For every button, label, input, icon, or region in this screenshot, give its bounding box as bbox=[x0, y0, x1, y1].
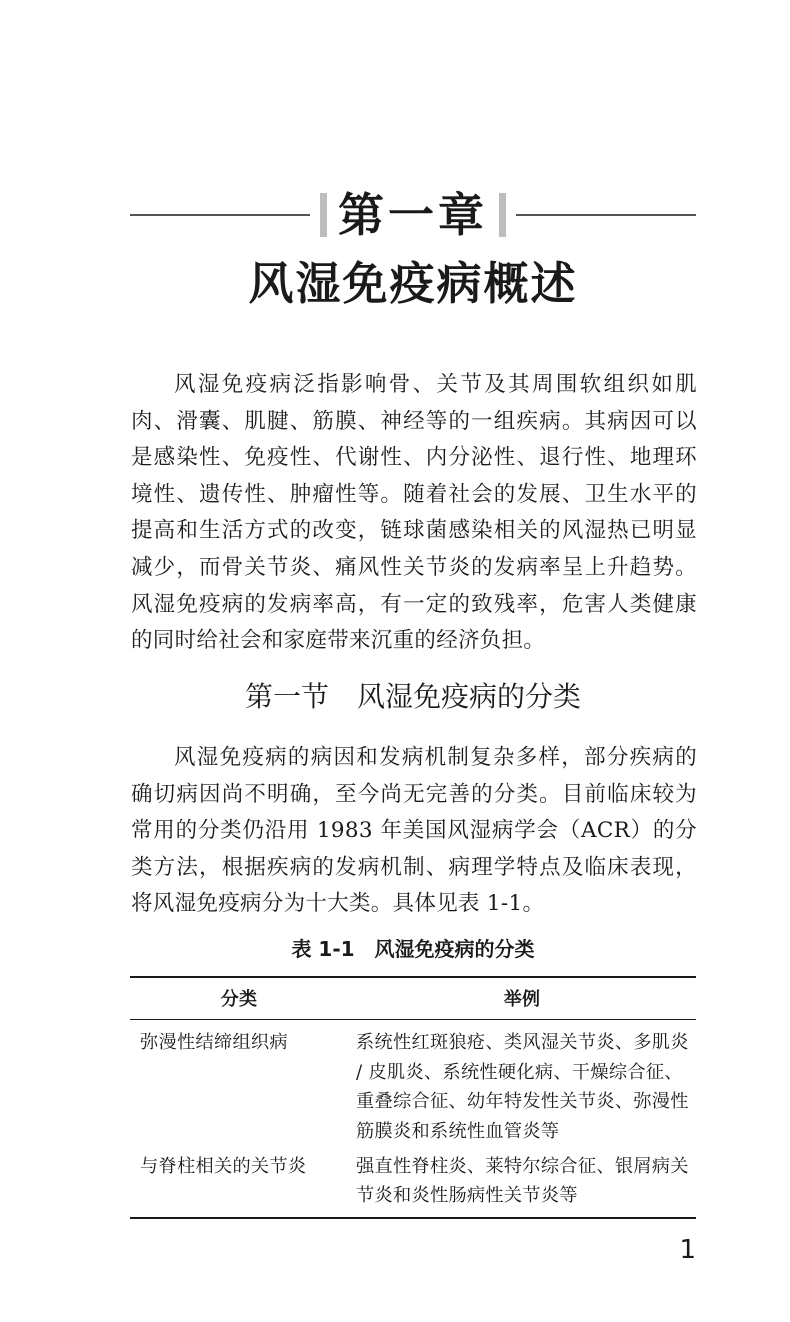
table-header-row bbox=[130, 977, 696, 1020]
right-rule bbox=[516, 214, 696, 216]
left-rule bbox=[130, 214, 310, 216]
table-row bbox=[130, 1020, 696, 1149]
classification-table bbox=[130, 976, 696, 1219]
right-bar bbox=[499, 193, 506, 237]
section-paragraph: 风湿免疫病的病因和发病机制复杂多样，部分疾病的确切病因尚不明确，至今尚无完善的分类。目前临床较为常用的分类仍沿用 1983 年美国风湿病学会（ACR）的分类方法，根据疾病的发病机制、病理学特点及临床表现，将风湿免疫病分为十大类。具体见表 1-1。 bbox=[131, 745, 697, 917]
chapter-number: 第一章 bbox=[338, 188, 488, 242]
chapter-heading bbox=[130, 185, 696, 245]
examples-cell: 强直性脊柱炎、莱特尔综合征、银屑病关节炎和炎性肠病性关节炎等 bbox=[356, 1156, 689, 1207]
left-bar bbox=[320, 193, 327, 237]
intro-paragraph: 风湿免疫病泛指影响骨、关节及其周围软组织如肌肉、滑囊、肌腱、筋膜、神经等的一组疾病。其病因可以是感染性、免疫性、代谢性、内分泌性、退行性、地理环境性、遗传性、肿瘤性等。随着社会的发展、卫生水平的提高和生活方式的改变，链球菌感染相关的风湿热已明显减少，而骨关节炎、痛风性关节炎的发病率呈上升趋势。风湿免疫病的发病率高，有一定的致残率，危害人类健康的同时给社会和家庭带来沉重的经济负担。 bbox=[131, 372, 697, 654]
table-row bbox=[130, 1149, 696, 1218]
header-examples: 举例 bbox=[503, 989, 541, 1010]
chapter-title: 风湿免疫病概述 bbox=[248, 257, 578, 310]
examples-cell: 系统性红斑狼疮、类风湿关节炎、多肌炎 / 皮肌炎、系统性硬化病、干燥综合征、重叠综合征、幼年特发性关节炎、弥漫性筋膜炎和系统性血管炎等 bbox=[356, 1032, 689, 1142]
section-title: 第一节 风湿免疫病的分类 bbox=[244, 680, 581, 713]
table-caption: 表 1-1 风湿免疫病的分类 bbox=[291, 937, 535, 961]
page-number: 1 bbox=[679, 1235, 696, 1265]
header-category: 分类 bbox=[220, 989, 258, 1010]
category-cell: 弥漫性结缔组织病 bbox=[140, 1032, 288, 1054]
category-cell: 与脊柱相关的关节炎 bbox=[140, 1156, 307, 1178]
